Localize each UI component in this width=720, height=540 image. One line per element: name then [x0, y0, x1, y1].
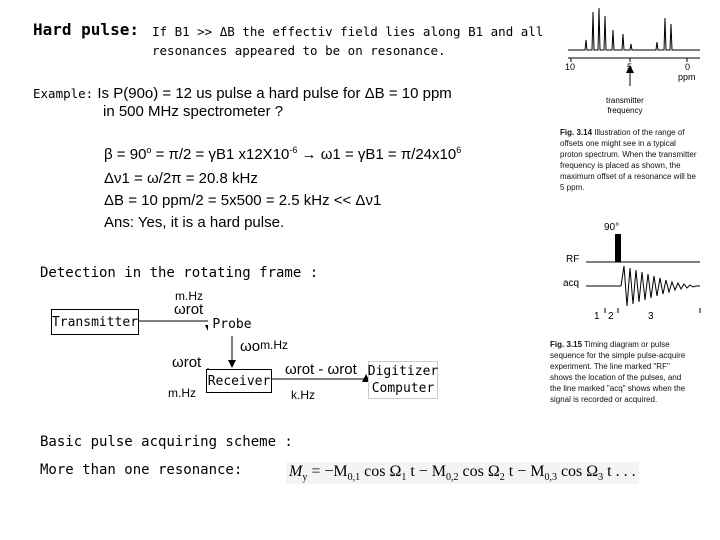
formula-sub-02: 0,2	[446, 472, 459, 484]
fig314-caption-line: maximum offset of a resonance will be	[560, 172, 696, 181]
wo-unit: m.Hz	[260, 338, 289, 352]
fig314-freq-label-2: frequency	[607, 106, 643, 115]
formula-sub-y: y	[302, 472, 308, 484]
fig315-fid	[621, 266, 700, 306]
fig314-spectrum-trace	[568, 8, 700, 50]
wrot-top-label: ωrot	[174, 301, 204, 318]
fig314-unit: ppm	[678, 72, 696, 82]
example-text1: Is P(90o) = 12 us pulse a hard pulse for ΔB = 10 ppm	[93, 85, 452, 102]
fig314-caption	[560, 127, 697, 193]
fig314-caption-bold: Fig. 3.14	[560, 128, 593, 137]
calc-beta: β = 90	[104, 146, 147, 163]
receiver-box: Receiver	[206, 369, 272, 393]
formula-sub-o3: 3	[598, 472, 604, 484]
more-resonance-label: More than one resonance:	[40, 462, 243, 478]
formula-m: M	[289, 463, 303, 480]
fig315-period-2: 2	[608, 311, 614, 322]
fig315-caption-line: Timing diagram or pulse	[582, 340, 670, 349]
formula-eq: = −M	[307, 463, 348, 480]
fig315-caption-line: the line marked "acq" shows when the	[550, 384, 686, 393]
formula-sub-03: 0,3	[544, 472, 557, 484]
fig315-period-1: 1	[594, 311, 600, 322]
example-lead: Example:	[33, 86, 94, 101]
fig314-freq-label	[606, 96, 644, 116]
digitizer-label: Digitizer	[367, 364, 439, 379]
formula-sub-01: 0,1	[347, 472, 361, 484]
calc-omega: → ω1 = γB1 = π/24x10	[297, 146, 457, 163]
calc-line4: Ans: Yes, it is a hard pulse.	[104, 214, 285, 231]
mhz-top-label: m.Hz	[175, 289, 203, 303]
calc-gamma: = π/2 = γB1 x12X10	[151, 146, 290, 163]
fig315-caption-line: experiment. The line marked "RF"	[550, 362, 670, 371]
freq-difference-label: ωrot - ωrot	[285, 361, 357, 378]
mhz-bottom-label: m.Hz	[168, 386, 196, 400]
fig315-caption-line: shows the location of the pulses, and	[550, 373, 682, 382]
probe-box: Probe	[208, 313, 256, 335]
basic-scheme-label: Basic pulse acquiring scheme :	[40, 434, 293, 450]
calc-exp2: 6	[456, 145, 462, 155]
example-line2: in 500 MHz spectrometer ?	[103, 103, 284, 120]
calc-line3: ΔB = 10 ppm/2 = 5x500 = 2.5 kHz << Δν1	[104, 192, 382, 209]
transmitter-box: Transmitter	[51, 309, 139, 335]
fig315-caption-bold: Fig. 3.15	[550, 340, 583, 349]
fig314-tick-0: 0	[685, 62, 691, 72]
calc-line2: Δν1 = ω/2π = 20.8 kHz	[104, 170, 258, 187]
formula-cos3: cos Ω	[556, 463, 599, 480]
calc-deg: o	[146, 145, 152, 155]
fig315-rf-pulse	[615, 234, 621, 262]
fig315-caption	[550, 339, 685, 405]
fig315-period-3: 3	[648, 311, 654, 322]
wrot-left-label: ωrot	[172, 354, 202, 371]
wo-symbol: ωo	[240, 338, 261, 355]
fig314-tick-10: 10	[565, 62, 576, 72]
computer-label: Computer	[371, 381, 435, 396]
formula-sub-o2: 2	[499, 472, 505, 484]
detection-title: Detection in the rotating frame :	[40, 265, 319, 281]
calc-exp1: -6	[289, 145, 298, 155]
fig314-caption-line: frequency is placed as shown, the	[560, 161, 681, 170]
fig315-acq-label: acq	[563, 278, 580, 289]
wo-label	[240, 338, 288, 356]
fig315-pulse-label: 90°	[604, 222, 620, 233]
fig314-caption-line: 5 ppm.	[560, 183, 585, 192]
fig314-tick-5: 5	[627, 62, 633, 72]
formula-sub-o1: 1	[401, 472, 407, 484]
fig315-timing-diagram	[560, 222, 710, 322]
formula-t2: t − M	[504, 463, 545, 480]
fig315-rf-label: RF	[566, 254, 580, 265]
formula-cos1: cos Ω	[360, 463, 402, 480]
formula-cos2: cos Ω	[458, 463, 500, 480]
hard-pulse-title: Hard pulse:	[33, 20, 139, 39]
hard-pulse-line2: resonances appeared to be on resonance.	[152, 43, 446, 58]
fig315-caption-line: sequence for the simple pulse-acquire	[550, 351, 686, 360]
fig314-freq-label-1: transmitter	[606, 96, 644, 105]
magnetization-formula	[286, 462, 639, 484]
formula-t1: t − M	[406, 463, 447, 480]
formula-t3: t . . .	[603, 463, 636, 480]
fig315-caption-line: signal is recorded or acquired.	[550, 395, 658, 404]
digitizer-box	[368, 361, 438, 399]
fig314-caption-line: proton spectrum. When the transmitter	[560, 150, 697, 159]
fig314-caption-line: offsets one might see in a typical	[560, 139, 676, 148]
khz-label: k.Hz	[291, 388, 315, 402]
hard-pulse-line1: If B1 >> ΔB the effectiv field lies along B1 and all	[152, 24, 544, 39]
fig314-caption-line: Illustration of the range of	[592, 128, 685, 137]
